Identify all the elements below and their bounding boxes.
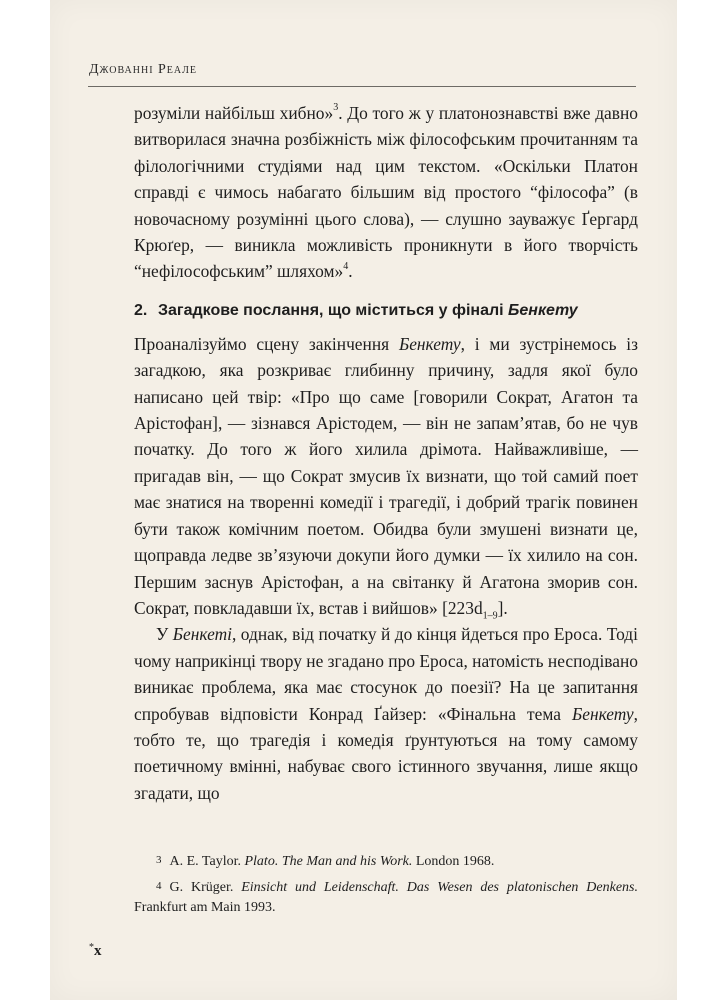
section-title: Загадкове послання, що міститься у фіналі <box>158 301 509 319</box>
header-rule <box>88 86 636 87</box>
section-heading <box>134 299 638 323</box>
body-text <box>134 100 638 806</box>
footnote-ref-4: 4 <box>343 260 349 272</box>
citation-subscript: 1–9 <box>482 610 498 622</box>
footnote-3: 3 A. E. Taylor. Plato. The Man and his Work. London 1968. <box>156 854 495 869</box>
running-head: Джованні Реале <box>89 62 198 77</box>
footnotes <box>134 850 638 922</box>
paragraph-1: розуміли найбільш хибно»$^3$. До того ж у платонознавстві вже давно витворилася значна розбіжність між філософським прочитанням та філологічними студіями над цим текстом. «Оскільки Платон справді є чимось набагато більшим від простого “філософа” (в новочасному розумінні цього слова), — слушно зауважує Ґергард Крюґер, — виникла можливість проникнути в його творчість “нефілософським” шляхом»$^4$. <box>134 102 638 282</box>
section-title-italic: Бенкету <box>508 301 578 319</box>
section-number: 2. <box>134 301 148 319</box>
footnote-ref-3: 3 <box>333 102 339 114</box>
asterisk-mark: * <box>89 942 94 953</box>
paragraph-2: Проаналізуймо сцену закінчення Бенкету, і ми зустрінемось із загадкою, яка розкриває глибинну причину, задля якої було написано цей твір: «Про що саме [говорили Сократ, Агатон та Арістофан], — зізнався Арістодем, — він не запам’ятав, бо не чув початку. До того ж його хилила дрімота. Найважливіше, — пригадав він, — що Сократ змусив їх визнати, що той самий поет має знатися на творенні комедії і трагедії, і добрий трагік повинен бути також комічним поетом. Обидва були змушені визнати це, щоправда ледве зв’язуючи докупи його думки — їх хилило на сон. Першим заснув Арістофан, а на світанку й Агатона зморив сон. Сократ, повкладавши їх, встав і вийшов» $[223d_{1-9}]$. <box>134 333 638 622</box>
footnote-4: 4 G. Krüger. Einsicht und Leidenschaft. Das Wesen des platonischen Denkens. Frankfurt am Main 1993. <box>134 880 638 915</box>
paragraph-3: У Бенкеті, однак, від початку й до кінця йдеться про Ероса. Тоді чому наприкінці твору не згадано про Ероса, натомість несподівано виникає проблема, яка має стосунок до поезії? На це запитання спробував відповісти Конрад Ґайзер: «Фінальна тема Бенкету, тобто те, що трагедія і комедія ґрунтуються на тому самому поетичному вмінні, набуває свого істинного звучання, лише якщо згадати, що <box>134 624 638 803</box>
page-number: *x <box>89 942 102 959</box>
